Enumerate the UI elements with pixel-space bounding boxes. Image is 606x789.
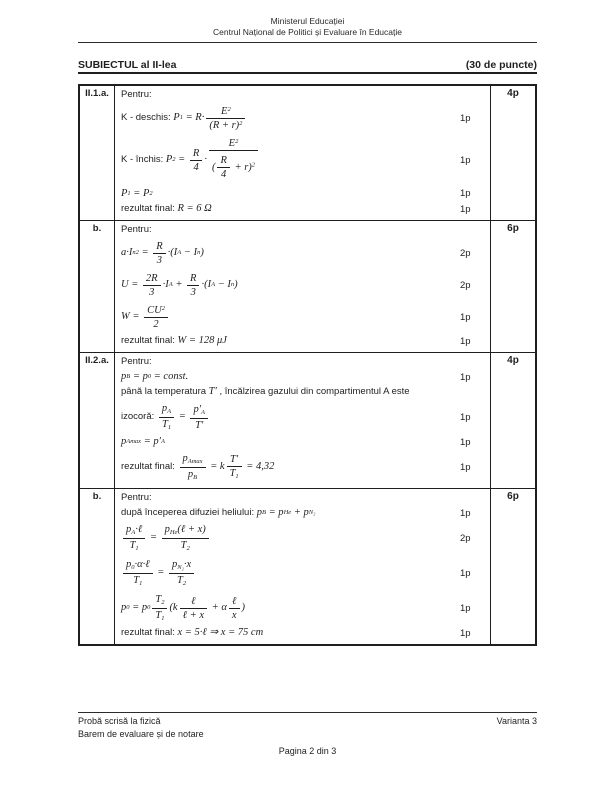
- subscript: 0: [147, 372, 152, 380]
- math-expression: W = $\frac{CU^2}{2}$: [121, 302, 170, 333]
- subscript: Amax: [187, 458, 203, 466]
- rubric-line: [121, 302, 490, 333]
- footer-divider: [78, 712, 537, 713]
- superscript: 2: [227, 105, 231, 113]
- math-expression: W = 128 μJ: [177, 335, 227, 347]
- points-label: 1p: [460, 335, 471, 347]
- fraction: [180, 453, 206, 481]
- numerator: $p_{He}(\ell + x)$: [162, 524, 209, 538]
- footer-variant: Varianta 3: [496, 716, 537, 726]
- line-content: [121, 385, 460, 399]
- math-expression: a·I n 2 = $\frac{R}{3}$ ·(I A − I n ): [121, 240, 204, 266]
- subject-points: (30 de puncte): [465, 58, 537, 71]
- denominator: $T_1$: [129, 539, 139, 552]
- fraction: [123, 559, 153, 587]
- fraction: [190, 148, 202, 173]
- math-expression: $\frac{p_0\cdot\alpha\cdot\ell}{T_1}$ = $\frac{p_{N_2}\cdot x}{T_2}$: [121, 556, 196, 590]
- math-expression: P 1 = P 2: [121, 187, 153, 199]
- superscript: 2: [239, 119, 243, 127]
- rubric-table: [78, 84, 537, 646]
- rubric-line: [121, 370, 490, 384]
- line-text: , încălzirea gazului din compartimentul A este: [216, 385, 410, 397]
- numerator: $E^2$: [209, 138, 258, 151]
- points-label: 1p: [460, 602, 471, 614]
- line-content: [121, 370, 460, 384]
- rubric-line: [121, 238, 490, 269]
- points-label: 1p: [460, 112, 471, 124]
- row-content: [115, 489, 490, 644]
- math-expression: $\frac{p_A}{T_1}$ = $\frac{p'_A}{T'}$: [157, 400, 210, 434]
- fraction: [153, 241, 165, 266]
- numerator: $p_A\cdot\ell$: [123, 524, 145, 538]
- numerator: $T_2$: [152, 594, 167, 608]
- denominator: 3: [149, 287, 155, 299]
- fraction: [144, 305, 168, 330]
- rubric-line: [121, 400, 490, 434]
- denominator: ℓ + x: [182, 609, 204, 621]
- denominator: x: [231, 609, 237, 621]
- denominator: 2: [153, 319, 159, 331]
- line-content: [121, 450, 460, 484]
- row-content: [115, 221, 490, 352]
- subscript: B: [126, 372, 131, 380]
- line-text: rezultat final:: [121, 626, 178, 638]
- fraction: [162, 524, 209, 552]
- rubric-line: [121, 626, 490, 640]
- math-expression: P 1 = R· $\frac{E^2}{(R + r)^2}$: [173, 103, 247, 134]
- subscript: 1: [139, 579, 143, 587]
- row-total-points: 4p: [490, 86, 535, 220]
- rubric-line: [121, 591, 490, 625]
- subject-title: SUBIECTUL al II-lea: [78, 58, 177, 71]
- rubric-line: [121, 202, 490, 216]
- row-label: II.1.a.: [80, 86, 115, 220]
- line-text: Pentru:: [121, 356, 152, 368]
- line-content: [121, 224, 460, 237]
- superscript: 2: [161, 304, 165, 312]
- row-total-points: 6p: [490, 221, 535, 352]
- table-row: [80, 489, 535, 644]
- denominator: $T_1$: [229, 468, 239, 481]
- line-content: [121, 135, 460, 186]
- line-text: izocoră:: [121, 410, 157, 422]
- denominator: T′: [195, 419, 204, 431]
- denominator: $T_1$: [161, 418, 172, 431]
- line-text: Pentru:: [121, 88, 152, 100]
- numerator: $p_A$: [159, 403, 174, 417]
- table-row: [80, 86, 535, 221]
- rubric-line: [121, 89, 490, 102]
- line-content: [121, 506, 460, 520]
- numerator: R: [190, 148, 202, 161]
- points-label: 1p: [460, 411, 471, 423]
- numerator: R: [153, 241, 165, 254]
- subscript: 0: [126, 603, 130, 611]
- math-expression: $\frac{p_A\cdot\ell}{T_1}$ = $\frac{p_{He}(\ell + x)}{T_2}$: [121, 521, 211, 555]
- fraction: [169, 559, 194, 587]
- numerator: $p_{N_2}\cdot x$: [169, 559, 194, 573]
- math-expression: p Amax = p′ A: [121, 436, 165, 448]
- math-expression: P 2 = $\frac{R}{4}$ · $E^2$ ( $\frac{R}{4}$ + r)$^2$: [166, 135, 260, 186]
- fraction: [159, 403, 174, 431]
- line-text: rezultat final:: [121, 461, 178, 473]
- row-content: [115, 86, 490, 220]
- points-label: 1p: [460, 188, 471, 200]
- numerator: R: [187, 273, 199, 286]
- numerator: T′: [227, 454, 242, 467]
- line-text: K - deschis:: [121, 111, 174, 123]
- subscript: 2: [161, 599, 165, 607]
- line-content: [121, 238, 460, 269]
- denominator: $T_2$: [177, 574, 187, 587]
- line-text: Pentru:: [121, 492, 152, 504]
- math-expression: p B = p 0 = const.: [121, 371, 189, 383]
- points-label: 1p: [460, 567, 471, 579]
- subject-heading: [78, 59, 537, 74]
- rubric-line: [121, 187, 490, 201]
- fraction: [217, 155, 229, 180]
- rubric-line: [121, 334, 490, 348]
- line-content: [121, 89, 460, 102]
- subscript: 1: [127, 189, 131, 197]
- numerator: $p_{Amax}$: [180, 453, 206, 467]
- subscript: 1: [235, 473, 239, 481]
- fraction: [206, 106, 245, 131]
- fraction: [229, 596, 240, 621]
- superscript: 2: [135, 249, 139, 257]
- denominator: ( $\frac{R}{4}$ + r)$^2$: [211, 154, 256, 180]
- table-row: [80, 353, 535, 489]
- points-label: 1p: [460, 312, 471, 324]
- fraction: [180, 596, 207, 621]
- subscript: n: [132, 249, 136, 257]
- rubric-line: [121, 450, 490, 484]
- line-content: [121, 521, 460, 555]
- line-content: [121, 187, 460, 201]
- points-label: 1p: [460, 461, 471, 473]
- line-content: [121, 356, 460, 369]
- math-expression: U = $\frac{2R}{3}$ ·I A + $\frac{R}{3}$ ·(I A − I n ): [121, 273, 238, 299]
- center-name: Centrul Național de Politici și Evaluare în Educație: [213, 27, 402, 38]
- line-content: [121, 270, 460, 301]
- document-footer: [78, 712, 537, 758]
- subscript: 2: [149, 189, 153, 197]
- points-label: 1p: [460, 436, 471, 448]
- points-label: 2p: [460, 280, 471, 292]
- numerator: $CU^2$: [144, 305, 168, 318]
- subscript: Amax: [126, 438, 142, 446]
- table-row: [80, 221, 535, 353]
- subscript: N₂: [177, 564, 184, 572]
- line-text: K - închis:: [121, 153, 166, 165]
- points-label: 1p: [460, 203, 471, 215]
- subscript: N₂: [308, 509, 316, 517]
- superscript: 2: [235, 137, 239, 145]
- line-content: [121, 103, 460, 134]
- line-content: [121, 626, 460, 640]
- subscript: 2: [172, 156, 176, 164]
- numerator: R: [217, 155, 229, 168]
- subscript: 2: [182, 579, 187, 587]
- denominator: 3: [156, 255, 163, 266]
- math-expression: p 0 = p 0 $\frac{T_2}{T_1}$ (k $\frac{\text{ℓ}}{\text{ℓ + x}}$ + α $\frac{\text{ℓ}}{x}$ ): [121, 594, 246, 622]
- rubric-line: [121, 506, 490, 520]
- rubric-line: [121, 556, 490, 590]
- denominator: $T_1$: [133, 574, 143, 587]
- points-label: 1p: [460, 371, 471, 383]
- subscript: A: [177, 249, 182, 257]
- denominator: $(R + r)^2$: [209, 119, 243, 131]
- subscript: A: [160, 438, 165, 446]
- subscript: He: [169, 529, 178, 537]
- subscript: B: [193, 473, 198, 481]
- rubric-line: [121, 224, 490, 237]
- subscript: 0: [147, 603, 151, 611]
- denominator: $p_B$: [187, 468, 198, 481]
- points-label: 1p: [460, 507, 471, 519]
- fraction: [187, 273, 199, 298]
- subscript: A: [201, 409, 206, 417]
- line-content: [121, 400, 460, 434]
- rubric-line: [121, 435, 490, 449]
- fraction: [152, 594, 167, 622]
- rubric-line: [121, 521, 490, 555]
- numerator: 2R: [143, 273, 161, 286]
- math-expression: T′: [208, 386, 217, 398]
- fraction: [123, 524, 145, 552]
- row-content: [115, 353, 490, 488]
- row-label: II.2.a.: [80, 353, 115, 488]
- numerator: ℓ: [229, 596, 240, 609]
- ministry-name: Ministerul Educației: [270, 16, 345, 26]
- subscript: 1: [167, 423, 172, 431]
- rubric-line: [121, 385, 490, 399]
- footer-exam-name: Probă scrisă la fizică: [78, 716, 161, 726]
- superscript: 2: [251, 161, 256, 169]
- row-total-points: 6p: [490, 489, 535, 644]
- line-text: Pentru:: [121, 224, 152, 236]
- line-content: [121, 591, 460, 625]
- points-label: 1p: [460, 627, 471, 639]
- points-label: 2p: [460, 532, 471, 544]
- denominator: 4: [221, 168, 227, 180]
- rubric-line: [121, 103, 490, 134]
- line-text: după începerea difuziei heliului:: [121, 506, 257, 518]
- subscript: A: [167, 408, 172, 416]
- line-content: [121, 202, 460, 216]
- rubric-line: [121, 492, 490, 505]
- rubric-line: [121, 270, 490, 301]
- subscript: n: [230, 281, 235, 289]
- subscript: 1: [135, 544, 139, 552]
- fraction: [227, 454, 242, 480]
- row-label: b.: [80, 489, 115, 644]
- numerator: $p'_A$: [190, 404, 208, 418]
- line-content: [121, 492, 460, 505]
- subscript: 0: [131, 564, 135, 572]
- points-label: 1p: [460, 154, 471, 166]
- line-text: rezultat final:: [121, 202, 178, 214]
- line-content: [121, 435, 460, 449]
- denominator: $T_2$: [180, 539, 190, 552]
- numerator: ℓ: [180, 596, 207, 609]
- rubric-line: [121, 356, 490, 369]
- document-header: [78, 0, 537, 43]
- line-text: rezultat final:: [121, 334, 178, 346]
- subscript: He: [283, 509, 292, 517]
- numerator: $E^2$: [206, 106, 245, 119]
- header-divider: [78, 42, 537, 43]
- subscript: 2: [186, 544, 190, 552]
- subscript: A: [211, 281, 216, 289]
- subscript: n: [197, 249, 201, 257]
- subscript: A: [131, 529, 136, 537]
- line-content: [121, 334, 460, 348]
- fraction: [209, 138, 258, 183]
- fraction: [190, 404, 208, 430]
- subscript: 1: [161, 614, 165, 622]
- line-text: până la temperatura: [121, 385, 209, 397]
- line-content: [121, 302, 460, 333]
- row-total-points: 4p: [490, 353, 535, 488]
- denominator: 4: [193, 161, 199, 173]
- math-expression: R = 6 Ω: [177, 203, 212, 214]
- subscript: A: [168, 281, 173, 289]
- row-label: b.: [80, 221, 115, 352]
- numerator: $p_0\cdot\alpha\cdot\ell$: [123, 559, 153, 573]
- subscript: 1: [179, 114, 183, 121]
- line-content: [121, 556, 460, 590]
- math-expression: p B = p He + p N₂: [256, 507, 316, 519]
- footer-doc-type: Barem de evaluare și de notare: [78, 728, 204, 739]
- denominator: 3: [190, 287, 196, 299]
- fraction: [143, 273, 161, 298]
- subscript: B: [261, 509, 266, 517]
- math-expression: x = 5·ℓ ⇒ x = 75 cm: [177, 627, 264, 639]
- page-content: [78, 0, 537, 646]
- footer-page-number: Pagina 2 din 3: [278, 746, 337, 757]
- math-expression: $\frac{p_{Amax}}{p_B}$ = k $\frac{T'}{T_1}$ = 4,32: [178, 450, 275, 484]
- denominator: $T_1$: [155, 609, 165, 622]
- rubric-line: [121, 135, 490, 186]
- points-label: 2p: [460, 248, 471, 259]
